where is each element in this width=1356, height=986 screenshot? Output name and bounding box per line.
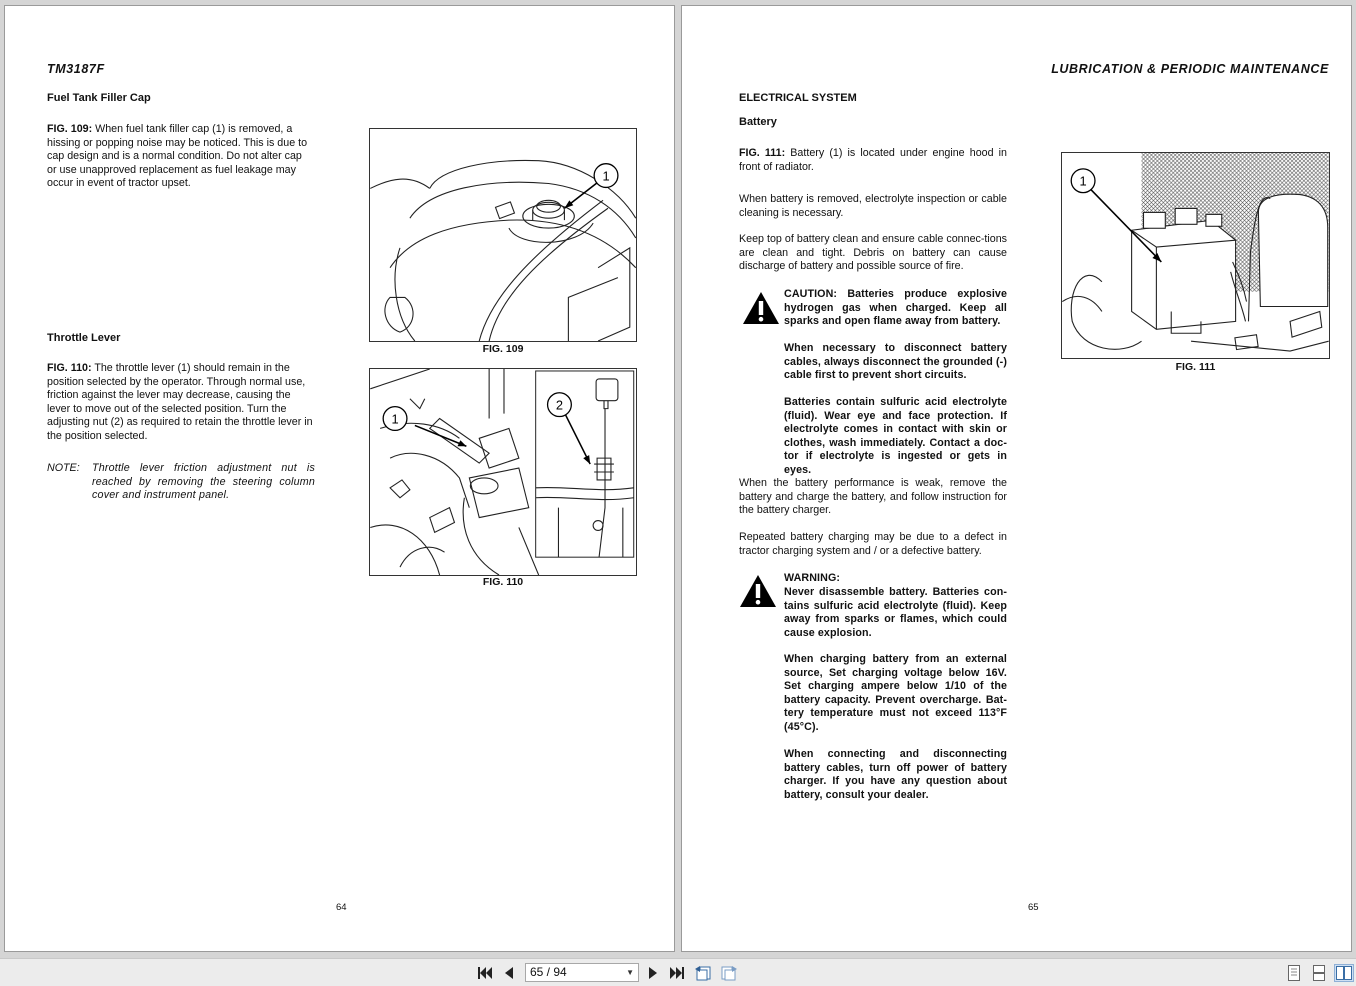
paragraph-text: The throttle lever (1) should remain in the position selected by the operator. Through normal use, friction against the lever may decrease, causing the lever to move out of the selected position. Turn the adjusting nut (2) as required to retain the throttle lever in the position selected. <box>47 362 313 442</box>
fuel-tank-drawing <box>370 129 636 341</box>
page-left <box>4 5 675 952</box>
fig-109-caption: FIG. 109 <box>482 343 524 355</box>
warning-text-3: When connecting and disconnecting battery cables, turn off power of battery charger. If you have any question about battery, consult your dealer. <box>784 748 1007 801</box>
chevron-down-icon: ▼ <box>626 968 634 977</box>
fig-ref: FIG. 111: <box>739 147 786 159</box>
fig-ref: FIG. 109: <box>47 123 93 135</box>
warning-triangle-icon <box>739 574 777 608</box>
previous-page-button[interactable] <box>500 964 518 982</box>
go-forward-icon <box>720 965 738 981</box>
battery-paragraph-3: Keep top of battery clean and ensure cable connec-tions are clean and tight. Debris on battery can cause discharge of battery and possible source of fire. <box>739 233 1007 273</box>
throttle-paragraph <box>47 362 315 444</box>
two-page-view-button[interactable] <box>1334 964 1354 982</box>
fig-111-caption: FIG. 111 <box>1175 361 1216 373</box>
warning-text-2: When charging battery from an external source, Set charging voltage below 16V. Set charging ampere below 1/10 of the battery capacity. Prevent overcharge. Bat-tery temperature must not exceed 113°F (45°C). <box>784 653 1007 733</box>
first-page-icon <box>478 967 492 979</box>
callout-1: 1 <box>391 411 399 427</box>
fig-111-illustration <box>1061 152 1330 359</box>
caution-text-1: CAUTION: Batteries produce explosive hydrogen gas when charged. Keep all sparks and open flame away from battery. <box>784 288 1007 328</box>
go-back-button[interactable] <box>694 964 712 982</box>
next-page-button[interactable] <box>644 964 662 982</box>
fig-ref: FIG. 110: <box>47 362 92 374</box>
running-head: LUBRICATION & PERIODIC MAINTENANCE <box>1051 62 1329 76</box>
battery-drawing <box>1062 153 1329 358</box>
paragraph-text: When fuel tank filler cap (1) is removed, a hissing or popping noise may be noticed. This is due to cap design and is a normal condition. Do not alter cap or use unapproved replacement as fuel leakage may occur in event of tractor upset. <box>47 123 308 190</box>
single-page-view-button[interactable] <box>1285 964 1303 982</box>
single-page-view-icon <box>1288 965 1300 981</box>
go-back-icon <box>694 965 712 981</box>
fig-109-illustration <box>369 128 637 342</box>
navigation-toolbar <box>0 958 1356 986</box>
caution-text-2: When necessary to disconnect battery cables, always disconnect the grounded (-) cable first to prevent short circuits. <box>784 342 1007 382</box>
page-number: 65 <box>1028 902 1039 913</box>
last-page-button[interactable] <box>668 964 686 982</box>
section-title-electrical: ELECTRICAL SYSTEM <box>739 92 857 104</box>
battery-paragraph-4: When the battery performance is weak, remove the battery and charge the battery, and follow instruction for the battery charger. <box>739 477 1007 517</box>
section-title-throttle: Throttle Lever <box>47 332 121 344</box>
page-number: 64 <box>336 902 347 913</box>
callout-1: 1 <box>602 168 610 184</box>
last-page-icon <box>670 967 684 979</box>
battery-paragraph-5: Repeated battery charging may be due to a defect in tractor charging system and / or a defective battery. <box>739 531 1007 557</box>
continuous-view-button[interactable] <box>1310 964 1328 982</box>
paragraph-text: Battery (1) is located under engine hood in front of radiator. <box>739 147 1007 173</box>
warning-text-1: Never disassemble battery. Batteries con-tains sulfuric acid electrolyte (fluid). Keep away from sparks or flames, which could cause explosion. <box>784 586 1007 639</box>
callout-1: 1 <box>1079 173 1087 189</box>
warning-label: WARNING: <box>784 572 841 584</box>
caution-text-3: Batteries contain sulfuric acid electrolyte (fluid). Wear eye and face protection. If electrolyte comes in contact with skin or clothes, wash immediately. Contact a doc-tor if electrolyte is ingested or gets in eyes. <box>784 396 1007 476</box>
fuel-tank-paragraph <box>47 123 311 191</box>
fig-110-illustration <box>369 368 637 576</box>
note-label: NOTE: <box>47 462 80 474</box>
caution-triangle-icon <box>742 291 780 325</box>
section-title-fuel-tank: Fuel Tank Filler Cap <box>47 92 151 104</box>
subsection-title-battery: Battery <box>739 116 777 128</box>
continuous-view-icon <box>1313 965 1325 981</box>
next-page-icon <box>648 967 658 979</box>
callout-2: 2 <box>555 397 564 413</box>
throttle-lever-drawing <box>370 369 636 575</box>
two-page-view-icon <box>1336 966 1352 980</box>
first-page-button[interactable] <box>476 964 494 982</box>
battery-paragraph-1 <box>739 147 1007 174</box>
fig-110-caption: FIG. 110 <box>482 576 524 588</box>
note-text: Throttle lever friction adjustment nut is reached by removing the steering column cover and instrument panel. <box>92 462 315 502</box>
page-number-select[interactable] <box>525 963 639 982</box>
running-head: TM3187F <box>47 62 105 76</box>
battery-paragraph-2: When battery is removed, electrolyte inspection or cable cleaning is necessary. <box>739 193 1007 219</box>
page-indicator: 65 / 94 <box>530 965 567 979</box>
prev-page-icon <box>504 967 514 979</box>
page-right <box>681 5 1352 952</box>
go-forward-button[interactable] <box>720 964 738 982</box>
